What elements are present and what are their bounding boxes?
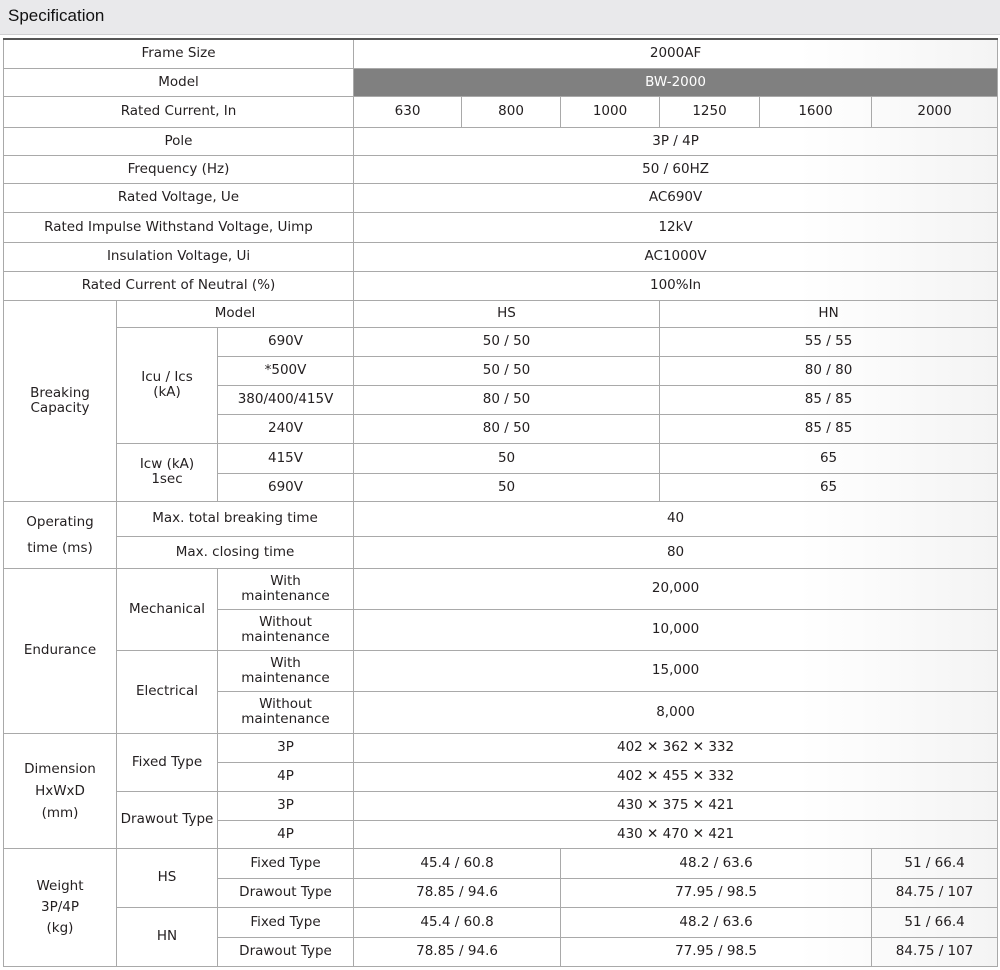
table-row bbox=[4, 242, 998, 271]
table-row bbox=[4, 68, 998, 96]
weight-drawout-label: Drawout Type bbox=[218, 937, 354, 966]
insulation-voltage-value: AC1000V bbox=[354, 242, 998, 271]
weight-value: 77.95 / 98.5 bbox=[561, 878, 872, 907]
table-row bbox=[4, 127, 998, 155]
dimension-pole: 4P bbox=[218, 762, 354, 791]
table-row bbox=[4, 791, 998, 820]
table-row bbox=[4, 907, 998, 937]
rated-current-value: 1250 bbox=[660, 96, 760, 127]
weight-value: 77.95 / 98.5 bbox=[561, 937, 872, 966]
with-maintenance-label bbox=[218, 568, 354, 609]
breaking-label-line: Breaking bbox=[30, 384, 90, 401]
icu-hs-value: 50 / 50 bbox=[354, 327, 660, 356]
insulation-voltage-label: Insulation Voltage, Ui bbox=[4, 242, 354, 271]
without-maintenance-label bbox=[218, 609, 354, 650]
breaking-hn-header: HN bbox=[660, 300, 998, 327]
dimension-label-line: (mm) bbox=[41, 804, 79, 821]
model-value: BW-2000 bbox=[354, 68, 998, 96]
table-row bbox=[4, 300, 998, 327]
weight-label-line: Weight bbox=[36, 877, 84, 894]
icu-hs-value: 50 / 50 bbox=[354, 356, 660, 385]
maintenance-line: maintenance bbox=[241, 628, 330, 645]
table-row bbox=[4, 650, 998, 691]
breaking-hs-header: HS bbox=[354, 300, 660, 327]
icw-label-line: Icw (kA) bbox=[139, 456, 195, 472]
breaking-label-line: Capacity bbox=[30, 399, 90, 416]
table-row bbox=[4, 271, 998, 300]
endurance-label: Endurance bbox=[4, 568, 117, 733]
icu-voltage: 380/400/415V bbox=[218, 385, 354, 414]
weight-value: 48.2 / 63.6 bbox=[561, 907, 872, 937]
rated-current-value: 2000 bbox=[872, 96, 998, 127]
icw-hn-value: 65 bbox=[660, 473, 998, 501]
elec-with-value: 15,000 bbox=[354, 650, 998, 691]
table-row bbox=[4, 536, 998, 568]
weight-label bbox=[4, 848, 117, 966]
rated-voltage-value: AC690V bbox=[354, 183, 998, 212]
dimension-label bbox=[4, 733, 117, 848]
dimension-label-line: HxWxD bbox=[35, 782, 85, 799]
neutral-current-label: Rated Current of Neutral (%) bbox=[4, 271, 354, 300]
weight-value: 84.75 / 107 bbox=[872, 878, 998, 907]
dimension-label-line: Dimension bbox=[24, 760, 96, 777]
weight-hs-label: HS bbox=[117, 848, 218, 907]
page-title: Specification bbox=[8, 6, 105, 25]
maintenance-line: maintenance bbox=[241, 711, 330, 727]
table-row bbox=[4, 212, 998, 242]
maintenance-line: With bbox=[270, 572, 301, 589]
icw-voltage: 690V bbox=[218, 473, 354, 501]
frame-size-label: Frame Size bbox=[4, 39, 354, 68]
dimension-value: 430 ✕ 375 ✕ 421 bbox=[354, 791, 998, 820]
elec-without-value: 8,000 bbox=[354, 691, 998, 733]
dimension-value: 402 ✕ 362 ✕ 332 bbox=[354, 733, 998, 762]
icw-voltage: 415V bbox=[218, 443, 354, 473]
table-row bbox=[4, 733, 998, 762]
dimension-drawout-label: Drawout Type bbox=[117, 791, 218, 848]
icu-hn-value: 55 / 55 bbox=[660, 327, 998, 356]
weight-drawout-label: Drawout Type bbox=[218, 878, 354, 907]
table-row bbox=[4, 848, 998, 878]
table-row bbox=[4, 327, 998, 356]
maintenance-line: maintenance bbox=[241, 587, 330, 604]
dimension-value: 430 ✕ 470 ✕ 421 bbox=[354, 820, 998, 848]
weight-fixed-label: Fixed Type bbox=[218, 907, 354, 937]
icu-hn-value: 85 / 85 bbox=[660, 414, 998, 443]
icu-hn-value: 85 / 85 bbox=[660, 385, 998, 414]
operating-label-line: time (ms) bbox=[27, 539, 93, 556]
dimension-pole: 4P bbox=[218, 820, 354, 848]
icu-voltage: *500V bbox=[218, 356, 354, 385]
weight-value: 48.2 / 63.6 bbox=[561, 848, 872, 878]
table-row bbox=[4, 183, 998, 212]
weight-label-line: (kg) bbox=[46, 919, 74, 936]
pole-label: Pole bbox=[4, 127, 354, 155]
icw-label-line: 1sec bbox=[151, 471, 183, 487]
icu-label-line: (kA) bbox=[153, 384, 181, 400]
table-row bbox=[4, 443, 998, 473]
icu-hn-value: 80 / 80 bbox=[660, 356, 998, 385]
icw-hs-value: 50 bbox=[354, 473, 660, 501]
specification-table bbox=[3, 38, 998, 967]
breaking-capacity-label bbox=[4, 300, 117, 501]
max-closing-time-label: Max. closing time bbox=[117, 536, 354, 568]
weight-value: 51 / 66.4 bbox=[872, 907, 998, 937]
icw-hn-value: 65 bbox=[660, 443, 998, 473]
impulse-voltage-value: 12kV bbox=[354, 212, 998, 242]
icu-hs-value: 80 / 50 bbox=[354, 385, 660, 414]
weight-fixed-label: Fixed Type bbox=[218, 848, 354, 878]
weight-value: 84.75 / 107 bbox=[872, 937, 998, 966]
maintenance-line: With bbox=[270, 654, 301, 671]
icw-hs-value: 50 bbox=[354, 443, 660, 473]
weight-value: 78.85 / 94.6 bbox=[354, 878, 561, 907]
weight-value: 51 / 66.4 bbox=[872, 848, 998, 878]
table-row bbox=[4, 96, 998, 127]
maintenance-line: Without bbox=[259, 696, 312, 712]
impulse-voltage-label: Rated Impulse Withstand Voltage, Uimp bbox=[4, 212, 354, 242]
weight-value: 45.4 / 60.8 bbox=[354, 848, 561, 878]
weight-label-line: 3P/4P bbox=[40, 898, 79, 915]
dimension-fixed-label: Fixed Type bbox=[117, 733, 218, 791]
table-row bbox=[4, 39, 998, 68]
weight-hn-label: HN bbox=[117, 907, 218, 966]
operating-time-label bbox=[4, 501, 117, 568]
rated-current-value: 800 bbox=[462, 96, 561, 127]
table-row bbox=[4, 568, 998, 609]
icw-label bbox=[117, 443, 218, 501]
with-maintenance-label bbox=[218, 650, 354, 691]
breaking-model-label: Model bbox=[117, 300, 354, 327]
max-breaking-time-label: Max. total breaking time bbox=[117, 501, 354, 536]
rated-current-value: 630 bbox=[354, 96, 462, 127]
dimension-pole: 3P bbox=[218, 733, 354, 762]
model-label: Model bbox=[4, 68, 354, 96]
dimension-pole: 3P bbox=[218, 791, 354, 820]
frequency-value: 50 / 60HZ bbox=[354, 155, 998, 183]
frame-size-value: 2000AF bbox=[354, 39, 998, 68]
mech-with-value: 20,000 bbox=[354, 568, 998, 609]
icu-label-line: Icu / Ics bbox=[141, 369, 193, 385]
maintenance-line: maintenance bbox=[241, 669, 330, 686]
icu-voltage: 690V bbox=[218, 327, 354, 356]
dimension-value: 402 ✕ 455 ✕ 332 bbox=[354, 762, 998, 791]
mechanical-label: Mechanical bbox=[117, 568, 218, 650]
rated-current-value: 1600 bbox=[760, 96, 872, 127]
maintenance-line: Without bbox=[259, 613, 312, 630]
mech-without-value: 10,000 bbox=[354, 609, 998, 650]
rated-voltage-label: Rated Voltage, Ue bbox=[4, 183, 354, 212]
max-closing-time-value: 80 bbox=[354, 536, 998, 568]
table-row bbox=[4, 501, 998, 536]
weight-value: 78.85 / 94.6 bbox=[354, 937, 561, 966]
icu-voltage: 240V bbox=[218, 414, 354, 443]
rated-current-value: 1000 bbox=[561, 96, 660, 127]
section-header bbox=[0, 0, 1000, 35]
neutral-current-value: 100%In bbox=[354, 271, 998, 300]
max-breaking-time-value: 40 bbox=[354, 501, 998, 536]
rated-current-label: Rated Current, In bbox=[4, 96, 354, 127]
operating-label-line: Operating bbox=[26, 513, 94, 530]
weight-value: 45.4 / 60.8 bbox=[354, 907, 561, 937]
icu-hs-value: 80 / 50 bbox=[354, 414, 660, 443]
table-row bbox=[4, 155, 998, 183]
frequency-label: Frequency (Hz) bbox=[4, 155, 354, 183]
without-maintenance-label bbox=[218, 691, 354, 733]
icu-ics-label bbox=[117, 327, 218, 443]
electrical-label: Electrical bbox=[117, 650, 218, 733]
pole-value: 3P / 4P bbox=[354, 127, 998, 155]
